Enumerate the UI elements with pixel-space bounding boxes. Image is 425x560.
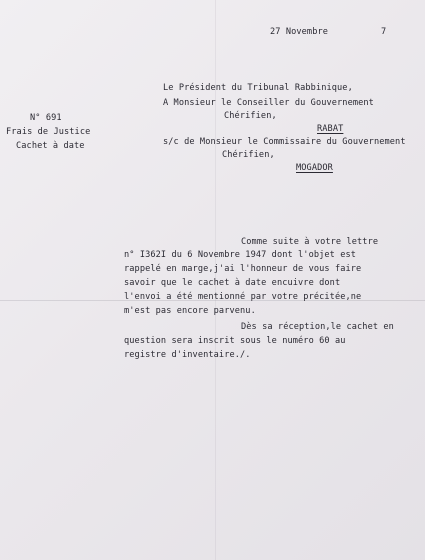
margin-subject-1: Frais de Justice [6, 127, 91, 137]
recipient-line-1: A Monsieur le Conseiller du Gouvernement [163, 98, 374, 108]
sender-line: Le Président du Tribunal Rabbinique, [163, 83, 353, 93]
recipient-line-2: Chérifien, [224, 111, 277, 121]
body-line: n° I362I du 6 Novembre 1947 dont l'objet est [124, 250, 357, 260]
letter-date: 27 Novembre [270, 27, 329, 37]
page-number: 7 [381, 27, 387, 37]
body-line: question sera inscrit sous le numéro 60 au [124, 336, 346, 346]
body-line: registre d'inventaire./. [124, 350, 251, 360]
via-line-1: s/c de Monsieur le Commissaire du Gouvernement [163, 137, 406, 147]
reference-number: N° 691 [30, 113, 62, 123]
body-line: m'est pas encore parvenu. [124, 306, 256, 316]
body-line: l'envoi a été mentionné par votre précitée,ne [124, 292, 362, 302]
body-line: savoir que le cachet à date encuivre dont [124, 278, 341, 288]
margin-subject-2: Cachet à date [16, 141, 85, 151]
body-line: Dès sa réception,le cachet en [241, 322, 394, 332]
via-city: MOGADOR [296, 163, 333, 173]
recipient-city: RABAT [317, 124, 344, 134]
via-line-2: Chérifien, [222, 150, 275, 160]
body-line: Comme suite à votre lettre [241, 237, 379, 247]
body-line: rappelé en marge,j'ai l'honneur de vous faire [124, 264, 362, 274]
